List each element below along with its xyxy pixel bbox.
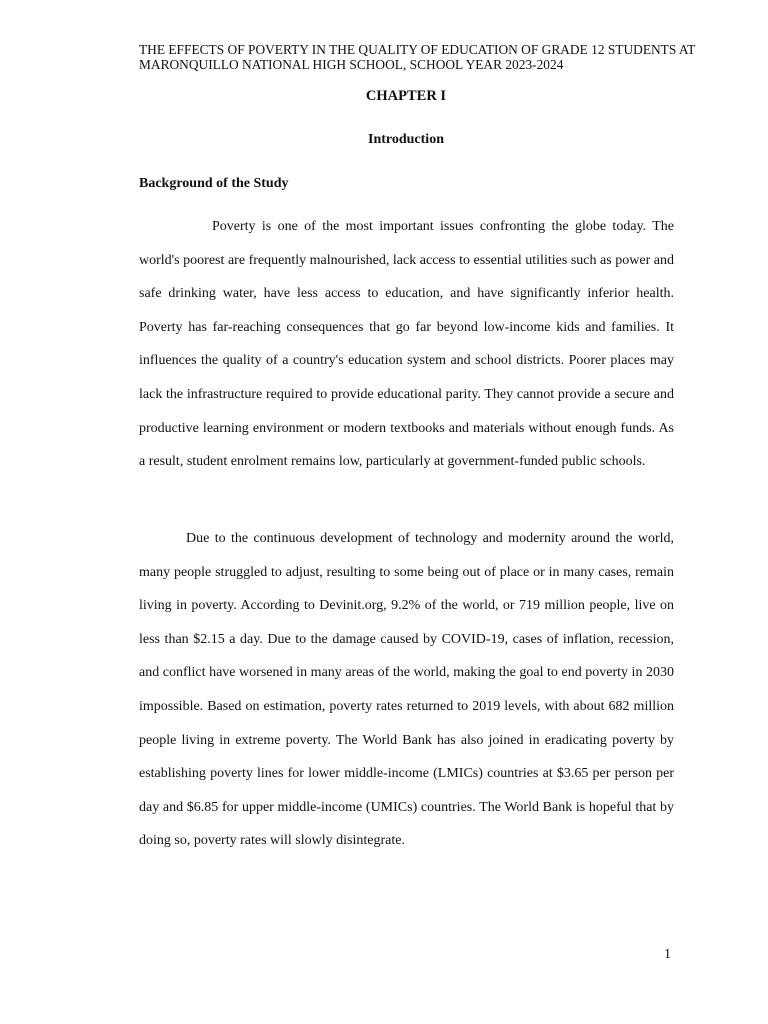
page-number: 1 (664, 947, 671, 962)
running-header: THE EFFECTS OF POVERTY IN THE QUALITY OF EDUCATION OF GRADE 12 STUDENTS AT MARONQUILLO NATIONAL HIGH SCHOOL, SCHOOL YEAR 2023-2024 (139, 42, 696, 72)
section-title: Introduction (368, 132, 444, 147)
body-paragraph: Due to the continuous development of technology and modernity around the world, many people struggled to adjust, resulting to some being out of place or in many cases, remain living in poverty. According to Devinit.org, 9.2% of the world, or 719 million people, live on less than $2.15 a day. Due to the damage caused by COVID-19, cases of inflation, recession, and conflict have worsened in many areas of the world, making the goal to end poverty in 2030 impossible. Based on estimation, poverty rates returned to 2019 levels, with about 682 million people living in extreme poverty. The World Bank has also joined in eradicating poverty by establishing poverty lines for lower middle-income (LMICs) countries at $3.65 per person per day and $6.85 for upper middle-income (UMICs) countries. The World Bank is hopeful that by doing so, poverty rates will slowly disintegrate. (139, 531, 674, 849)
chapter-title: CHAPTER I (365, 88, 447, 104)
subsection-title: Background of the Study (139, 176, 289, 191)
body-paragraph: Poverty is one of the most important issues confronting the globe today. The world's poorest are frequently malnourished, lack access to essential utilities such as power and safe drinking water, have less access to education, and have significantly inferior health. Poverty has far-reaching consequences that go far beyond low-income kids and families. It influences the quality of a country's education system and school districts. Poorer places may lack the infrastructure required to provide educational parity. They cannot provide a secure and productive learning environment or modern textbooks and materials without enough funds. As a result, student enrolment remains low, particularly at government-funded public schools. (139, 219, 674, 470)
